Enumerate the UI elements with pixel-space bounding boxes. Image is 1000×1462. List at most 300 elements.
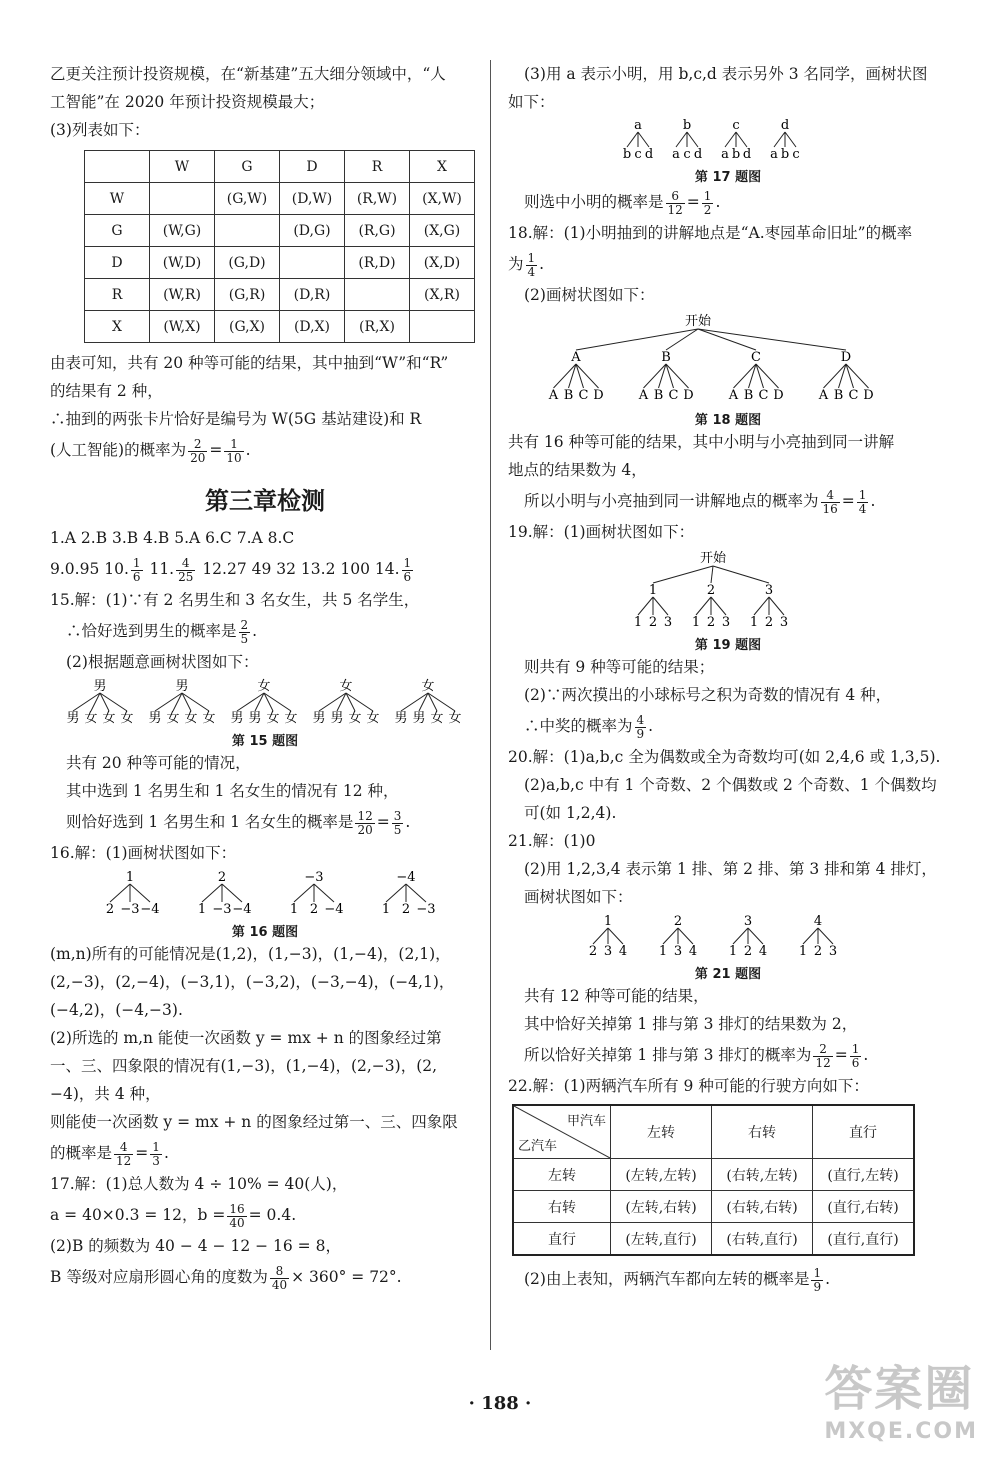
tree-node-label: 3	[779, 615, 789, 630]
table-row	[513, 1191, 914, 1223]
table-row	[513, 1223, 914, 1256]
tree-node-label: 3	[743, 914, 753, 929]
table-cell: (G,X)	[215, 311, 280, 343]
fraction	[224, 438, 243, 465]
tree-node-label: 女	[257, 679, 271, 694]
numerator: 4	[176, 557, 195, 571]
text-line: 的结果有 2 种，	[50, 382, 163, 400]
tree-branch	[406, 884, 426, 902]
text-line: (2)根据题意画树状图如下：	[66, 653, 259, 671]
tree-branch	[711, 566, 713, 583]
tree-node-label: B	[743, 388, 754, 403]
table-cell: X	[410, 151, 475, 183]
tree-node-label: 2	[764, 615, 774, 630]
tree-node-label: 4	[758, 944, 768, 959]
tree-node-label: c	[683, 147, 691, 162]
text-line: 则能使一次函数 y = mx + n 的图象经过第一、三、四象限	[50, 1113, 458, 1131]
tree-node-label: 2	[673, 914, 683, 929]
tree-node-label: 男	[394, 711, 408, 726]
tree-node-label: B	[653, 388, 664, 403]
tree-node-label: 2	[401, 902, 411, 917]
numerator: 1	[527, 250, 536, 265]
table-cell	[410, 311, 475, 343]
table-cell: (D,R)	[280, 279, 345, 311]
wgdrx-table	[84, 150, 475, 343]
text-line: 则共有 9 种等可能的结果；	[524, 658, 715, 676]
text-line: (3)列表如下：	[50, 121, 150, 139]
text-line: (3)用 a 表示小明，用 b,c,d 表示另外 3 名同学，画树状图	[524, 65, 928, 83]
tree-branch	[676, 132, 687, 147]
fraction	[150, 1141, 162, 1168]
fraction	[402, 557, 414, 584]
tree-branch	[754, 597, 769, 615]
text-line: −4)，共 4 种，	[50, 1085, 161, 1103]
text-line	[50, 1260, 480, 1294]
table-cell: 左转	[513, 1159, 611, 1191]
table-cell: D	[85, 247, 150, 279]
text-line: ∴抽到的两张卡片恰好是编号为 W(5G 基站建设)和 R	[50, 410, 422, 428]
tree-node-label: 1	[125, 870, 135, 885]
tree-node-label: 男	[248, 711, 262, 726]
denominator: 5	[240, 631, 249, 646]
denominator: 16	[822, 501, 838, 516]
table-cell: 右转	[513, 1191, 611, 1223]
text: .	[539, 255, 545, 273]
fraction	[811, 1267, 823, 1294]
table-cell: (W,D)	[150, 247, 215, 279]
tree-branch	[696, 597, 711, 615]
tree-branch	[593, 928, 608, 944]
tree-node-label: 3	[721, 615, 731, 630]
tree-node-label: A	[728, 388, 739, 403]
answers-line	[50, 552, 480, 586]
tree-node-label: −4	[396, 870, 416, 885]
text-line: 21.解：(1)0	[508, 832, 596, 850]
watermark-text: 答案圈	[824, 1361, 975, 1417]
table-cell: (G,D)	[215, 247, 280, 279]
table-cell: G	[85, 215, 150, 247]
chapter-title: 第三章检测	[205, 487, 325, 515]
denominator: 10	[226, 450, 242, 465]
text-line: (−4,2)，(−4,−3).	[50, 1001, 183, 1019]
text-line: (2)a,b,c 中有 1 个奇数、2 个偶数或 2 个奇数、1 个偶数均	[524, 776, 937, 794]
tree-node-label: 3	[603, 944, 613, 959]
tree-node-label: 男	[330, 711, 344, 726]
text: .	[252, 622, 258, 640]
tree-branch	[627, 132, 638, 147]
table-cell: (G,W)	[215, 183, 280, 215]
table-cell: 直行	[813, 1105, 915, 1159]
text-line	[508, 484, 948, 518]
numerator: 1	[851, 1041, 860, 1056]
fraction	[392, 810, 404, 837]
text: 12.27 49 32 13.2 100 14.	[197, 560, 400, 578]
corner-label-bottom: 乙汽车	[518, 1139, 558, 1154]
text: ∴中奖的概率为	[524, 717, 633, 735]
tree-node-label: C	[848, 388, 859, 403]
figure-caption: 第 15 题图	[231, 734, 299, 749]
fraction	[227, 1203, 246, 1230]
tree-node-label: 1	[658, 944, 668, 959]
tree-node-label: B	[563, 388, 574, 403]
numerator: 2	[188, 438, 207, 452]
text: .	[648, 717, 654, 735]
tree-node-label: d	[742, 147, 752, 162]
numerator: 12	[357, 808, 373, 823]
tree-node-label: b	[682, 118, 692, 133]
tree-node-label: D	[863, 388, 874, 403]
tree-node-label: B	[661, 350, 671, 365]
fraction	[188, 438, 207, 465]
tree-branch	[386, 884, 406, 902]
text-line: (2)用 1,2,3,4 表示第 1 排、第 2 排、第 3 排和第 4 排灯，	[524, 860, 937, 878]
denominator: 40	[229, 1215, 245, 1230]
numerator: 1	[858, 487, 867, 502]
text: .	[405, 813, 411, 831]
numerator: 1	[403, 555, 412, 570]
numerator: 4	[114, 1141, 133, 1155]
tree-node-label: c	[732, 118, 740, 133]
tree-branch	[222, 884, 242, 902]
tree-node-label: C	[751, 350, 761, 365]
text-line: 由表可知，共有 20 种等可能的结果，其中抽到“W”和“R”	[50, 354, 449, 372]
corner-label-top: 甲汽车	[566, 1114, 606, 1129]
tree-node-label: D	[593, 388, 604, 403]
text-line: 画树状图如下：	[524, 888, 633, 906]
tree-diagram-15	[50, 676, 480, 726]
tree-node-label: A	[548, 388, 559, 403]
text-line: 地点的结果数为 4，	[508, 461, 647, 479]
tree-branch	[733, 928, 748, 944]
text: a = 40×0.3 = 12，b =	[50, 1206, 226, 1224]
text: 11.	[144, 560, 175, 578]
text-line	[508, 1038, 948, 1072]
text: 为	[508, 255, 524, 273]
tree-branch	[803, 928, 818, 944]
tree-node-label: 开始	[684, 314, 712, 329]
tree-node-label: 男	[412, 711, 426, 726]
tree-node-label: 女	[366, 711, 380, 726]
denominator: 2	[703, 202, 712, 217]
page-number: · 188 ·	[468, 1393, 532, 1414]
tree-branch	[736, 132, 747, 147]
tree-node-label: 2	[743, 944, 753, 959]
tree-node-label: 1	[691, 615, 701, 630]
tree-node-label: 1	[633, 615, 643, 630]
tree-diagram-19	[508, 546, 948, 630]
numerator: 4	[821, 489, 840, 503]
table-cell: (X,G)	[410, 215, 475, 247]
table-header-row	[513, 1105, 914, 1159]
tree-node-label: −3	[416, 902, 436, 917]
tree-branch	[638, 597, 653, 615]
numerator: 6	[666, 190, 685, 204]
fraction	[176, 557, 195, 584]
numerator: 3	[393, 808, 402, 823]
tree-node-label: c	[792, 147, 800, 162]
table-cell: (R,D)	[345, 247, 410, 279]
tree-node-label: −4	[232, 902, 252, 917]
prob-line	[50, 433, 480, 467]
tree-node-label: 开始	[699, 551, 727, 566]
text-line: 共有 16 种等可能的结果，其中小明与小亮抽到同一讲解	[508, 433, 895, 451]
text: .	[715, 193, 721, 211]
table-cell: (R,G)	[345, 215, 410, 247]
tree-node-label: 女	[84, 711, 98, 726]
denominator: 4	[858, 501, 867, 516]
tree-branch	[711, 597, 726, 615]
tree-node-label: 女	[339, 679, 353, 694]
denominator: 6	[851, 1055, 860, 1070]
text-line: 16.解：(1)画树状图如下：	[50, 844, 237, 862]
tree-node-label: A	[571, 350, 581, 365]
text-line: 其中选到 1 名男生和 1 名女生的情况有 12 种，	[66, 782, 399, 800]
table-cell	[345, 279, 410, 311]
table-cell: (X,W)	[410, 183, 475, 215]
text-line	[508, 1262, 948, 1296]
fraction	[635, 714, 647, 741]
tree-node-label: 4	[813, 914, 823, 929]
denominator: 6	[403, 569, 412, 584]
fraction	[114, 1141, 133, 1168]
fraction	[526, 252, 538, 279]
table-cell: (X,R)	[410, 279, 475, 311]
fraction	[131, 557, 143, 584]
table-row	[513, 1159, 914, 1191]
tree-branch	[294, 884, 314, 902]
tree-node-label: 2	[813, 944, 823, 959]
tree-node-label: 男	[148, 711, 162, 726]
text-line: 工智能”在 2020 年预计投资规模最大；	[50, 93, 325, 111]
text-line: 乙更关注预计投资规模，在“新基建”五大细分领域中，“人	[50, 65, 446, 83]
table-cell: (直行,左转)	[813, 1159, 915, 1191]
table-cell: (D,W)	[280, 183, 345, 215]
text: 所以小明与小亮抽到同一讲解地点的概率为	[524, 492, 819, 510]
tree-node-label: 男	[175, 679, 189, 694]
tree-node-label: 女	[284, 711, 298, 726]
text-line: (2)画树状图如下：	[524, 286, 655, 304]
table-row	[85, 247, 475, 279]
denominator: 6	[132, 569, 141, 584]
text: 的概率是	[50, 1144, 113, 1162]
tree-diagram-21	[508, 911, 948, 959]
fraction	[813, 1043, 832, 1070]
fraction	[821, 489, 840, 516]
text: .	[870, 492, 876, 510]
numerator: 4	[636, 712, 645, 727]
tree-node-label: 女	[448, 711, 462, 726]
table-cell: W	[85, 183, 150, 215]
tree-branch	[774, 132, 785, 147]
tree-branch	[653, 597, 668, 615]
figure-caption: 第 21 题图	[694, 967, 762, 982]
tree-node-label: 3	[828, 944, 838, 959]
denominator: 20	[357, 822, 373, 837]
text-line: (2,−3)，(2,−4)，(−3,1)，(−3,2)，(−3,−4)，(−4,1)，	[50, 973, 455, 991]
tree-node-label: C	[668, 388, 679, 403]
tree-node-label: 女	[120, 711, 134, 726]
text-line: (2)B 的频数为 40 − 4 − 12 − 16 = 8，	[50, 1237, 341, 1255]
text: ∴恰好选到男生的概率是	[66, 622, 237, 640]
table-cell	[215, 215, 280, 247]
watermark-logo	[824, 1350, 978, 1444]
tree-node-label: 2	[588, 944, 598, 959]
table-cell: 左转	[611, 1105, 712, 1159]
tree-node-label: −3	[212, 902, 232, 917]
text: =	[686, 193, 700, 211]
text: × 360° = 72°.	[291, 1268, 402, 1286]
tree-node-label: a	[721, 147, 729, 162]
fraction	[239, 619, 251, 646]
tree-node-label: 2	[217, 870, 227, 885]
tree-node-label: d	[780, 118, 790, 133]
tree-node-label: 1	[798, 944, 808, 959]
tree-node-label: 1	[381, 902, 391, 917]
numerator: 1	[703, 188, 712, 203]
tree-branch	[818, 928, 833, 944]
table-cell: (左转,右转)	[611, 1191, 712, 1223]
tree-node-label: 1	[648, 583, 658, 598]
text-line: (2)∵两次摸出的小球标号之积为奇数的情况有 4 种，	[524, 686, 892, 704]
table-row	[85, 215, 475, 247]
denominator: 40	[271, 1277, 288, 1292]
tree-node-label: −4	[324, 902, 344, 917]
table-cell: (R,X)	[345, 311, 410, 343]
numerator: 1	[132, 555, 141, 570]
numerator: 2	[240, 617, 249, 632]
tree-node-label: 1	[728, 944, 738, 959]
tree-branch	[653, 566, 713, 583]
tree-node-label: b	[622, 147, 632, 162]
fraction	[355, 810, 374, 837]
tree-branch	[202, 884, 222, 902]
tree-branch	[663, 928, 678, 944]
text: .	[245, 441, 251, 459]
table-cell: (直行,直行)	[813, 1223, 915, 1256]
tree-node-label: 女	[184, 711, 198, 726]
tree-node-label: 女	[266, 711, 280, 726]
tree-node-label: 1	[749, 615, 759, 630]
text-line: 20.解：(1)a,b,c 全为偶数或全为奇数均可(如 2,4,6 或 1,3,5).	[508, 748, 941, 766]
car-direction-table	[512, 1104, 915, 1256]
denominator: 9	[813, 1279, 822, 1294]
tree-node-label: 1	[289, 902, 299, 917]
tree-node-label: 2	[648, 615, 658, 630]
table-row	[85, 279, 475, 311]
text-line: 其中恰好关掉第 1 排与第 3 排灯的结果数为 2，	[524, 1015, 858, 1033]
tree-node-label: C	[758, 388, 769, 403]
tree-node-label: b	[731, 147, 741, 162]
denominator: 12	[815, 1055, 831, 1070]
table-cell: (D,G)	[280, 215, 345, 247]
fraction	[702, 190, 714, 217]
column-divider	[490, 60, 491, 1350]
text-line: 17.解：(1)总人数为 4 ÷ 10% = 40(人)，	[50, 1175, 348, 1193]
tree-node-label: −3	[120, 902, 140, 917]
tree-branch	[725, 132, 736, 147]
text-line	[508, 247, 948, 281]
table-cell: (右转,右转)	[712, 1191, 813, 1223]
table-cell	[150, 183, 215, 215]
tree-node-label: 4	[688, 944, 698, 959]
tree-branch	[748, 928, 763, 944]
tree-node-label: 4	[618, 944, 628, 959]
text: 则选中小明的概率是	[524, 193, 664, 211]
tree-branch	[698, 329, 756, 350]
tree-node-label: D	[840, 350, 852, 365]
tree-node-label: 女	[421, 679, 435, 694]
denominator: 5	[393, 822, 402, 837]
tree-node-label: 男	[230, 711, 244, 726]
text-line: 共有 20 种等可能的情况，	[66, 754, 251, 772]
numerator: 1	[152, 1139, 160, 1154]
tree-diagram-17	[508, 116, 948, 162]
tree-node-label: D	[773, 388, 784, 403]
tree-branch	[576, 329, 698, 350]
watermark-url: MXQE.COM	[824, 1419, 978, 1444]
denominator: 12	[116, 1153, 132, 1168]
tree-node-label: 1	[197, 902, 207, 917]
table-cell: (D,X)	[280, 311, 345, 343]
fraction	[850, 1043, 862, 1070]
text-line: 一、三、四象限的情况有(1,−3)，(1,−4)，(2,−3)，(2,	[50, 1057, 438, 1075]
figure-caption: 第 19 题图	[694, 638, 762, 653]
denominator: 20	[190, 450, 206, 465]
tree-branch	[713, 566, 769, 583]
tree-node-label: 女	[348, 711, 362, 726]
tree-node-label: 2	[706, 615, 716, 630]
fraction	[270, 1265, 289, 1292]
table-cell	[280, 247, 345, 279]
tree-node-label: 女	[430, 711, 444, 726]
text: =	[834, 1046, 848, 1064]
numerator: 8	[270, 1265, 289, 1279]
tree-branch	[687, 132, 698, 147]
table-cell: (R,W)	[345, 183, 410, 215]
text: (人工智能)的概率为	[50, 441, 187, 459]
tree-node-label: 1	[603, 914, 613, 929]
tree-diagram-18	[508, 309, 948, 405]
tree-node-label: b	[780, 147, 790, 162]
table-cell: (左转,左转)	[611, 1159, 712, 1191]
table-cell: X	[85, 311, 150, 343]
tree-branch	[698, 329, 846, 350]
tree-node-label: A	[818, 388, 829, 403]
answers-line: 1.A 2.B 3.B 4.B 5.A 6.C 7.A 8.C	[50, 529, 295, 547]
text: =	[841, 492, 855, 510]
table-cell: (W,X)	[150, 311, 215, 343]
tree-node-label: 3	[764, 583, 774, 598]
table-cell: W	[150, 151, 215, 183]
tree-node-label: d	[644, 147, 654, 162]
tree-branch	[608, 928, 623, 944]
text-line	[50, 1136, 480, 1170]
numerator: 1	[813, 1265, 822, 1280]
text-line: (m,n)所有的可能情况是(1,2)，(1,−3)，(1,−4)，(2,1)，	[50, 945, 451, 963]
text-line	[50, 1198, 480, 1232]
fraction	[666, 190, 685, 217]
figure-caption: 第 18 题图	[694, 413, 762, 428]
text: =	[135, 1144, 149, 1162]
text-line	[50, 614, 480, 648]
left-column	[50, 60, 480, 1294]
denominator: 12	[667, 202, 683, 217]
table-cell: G	[215, 151, 280, 183]
tree-node-label: 男	[66, 711, 80, 726]
tree-node-label: a	[770, 147, 778, 162]
text: = 0.4.	[248, 1206, 297, 1224]
tree-node-label: 男	[312, 711, 326, 726]
